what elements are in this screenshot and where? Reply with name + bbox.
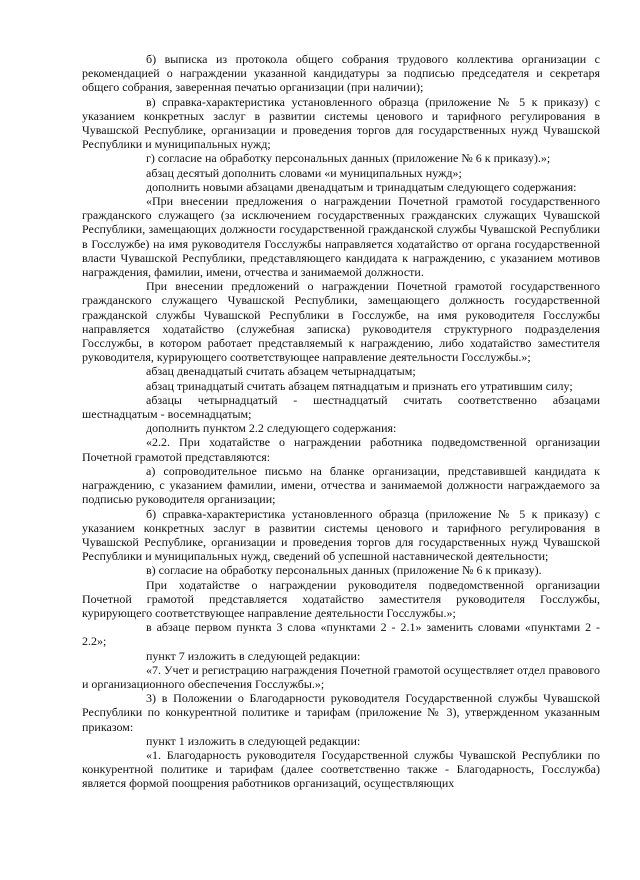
paragraph: При внесении предложений о награждении Почетной грамотой государственного гражданского служащего Чувашской Республики, замещающего должность государственной гражданской службы Чувашской Республики в Госслужбе, на имя руководителя Госслужбы направляется ходатайство (служебная записка) руководителя структурного подразделения Госслужбы, в котором работает представляемый к награждению, либо ходатайство заместителя руководителя, курирующего соответствующее направление деятельности Госслужбы.»;	[82, 279, 600, 365]
paragraph: б) выписка из протокола общего собрания трудового коллектива организации с рекомендацией о награждении указанной кандидатуры за подписью председателя и секретаря общего собрания, заверенная печатью организации (при наличии);	[82, 52, 600, 95]
paragraph: «При внесении предложения о награждении Почетной грамотой государственного гражданского служащего (за исключением государственных гражданских служащих Чувашской Республики, замещающих должности государственной гражданской службы Чувашской Республики в Госслужбе) на имя руководителя Госслужбы направляется ходатайство от органа государственной власти Чувашской Республики, представляющего кандидата к награждению, с указанием мотивов награждения, фамилии, имени, отчества и занимаемой должности.	[82, 194, 600, 280]
paragraph: 3) в Положении о Благодарности руководителя Государственной службы Чувашской Республики по конкурентной политике и тарифам (приложение № 3), утвержденном указанным приказом:	[82, 691, 600, 734]
paragraph: абзац десятый дополнить словами «и муниципальных нужд»;	[146, 165, 462, 180]
paragraph: б) справка-характеристика установленного образца (приложение № 5 к приказу) с указанием конкретных заслуг в развитии системы ценового и тарифного регулирования в Чувашской Республике, организации и проведения торгов для государственных нужд Чувашской Республики и муниципальных нужд, сведений об успешной наставнической деятельности;	[82, 506, 600, 564]
paragraph: дополнить новыми абзацами двенадцатым и тринадцатым следующего содержания:	[146, 179, 577, 194]
paragraph: дополнить пунктом 2.2 следующего содержания:	[146, 421, 397, 436]
paragraph: «2.2. При ходатайстве о награждении работника подведомственной организации Почетной грамотой представляются:	[82, 435, 600, 464]
paragraph: г) согласие на обработку персональных данных (приложение № 6 к приказу).»;	[146, 151, 551, 166]
paragraph: в) согласие на обработку персональных данных (приложение № 6 к приказу).	[146, 563, 542, 578]
paragraph: При ходатайстве о награждении руководителя подведомственной организации Почетной грамотой представляется ходатайство заместителя руководителя Госслужбы, курирующего соответствующее направление деятельности Госслужбы.»;	[82, 577, 600, 620]
paragraph: «1. Благодарность руководителя Государственной службы Чувашской Республики по конкурентной политике и тарифам (далее соответственно также - Благодарность, Госслужба) является формой поощрения работников организаций, осуществляющих	[82, 747, 600, 791]
paragraph: в) справка-характеристика установленного образца (приложение № 5 к приказу) с указанием конкретных заслуг в развитии системы ценового и тарифного регулирования в Чувашской Республике, организации и проведения торгов для государственных нужд Чувашской Республики и муниципальных нужд;	[82, 94, 600, 152]
paragraph: пункт 7 изложить в следующей редакции:	[146, 648, 361, 663]
paragraph: абзац тринадцатый считать абзацем пятнадцатым и признать его утратившим силу;	[146, 378, 573, 393]
document-body	[82, 52, 600, 791]
paragraph: а) сопроводительное письмо на бланке организации, представившей кандидата к награждению, с указанием фамилии, имени, отчества и занимаемой должности награждаемого за подписью руководителя организации;	[82, 463, 600, 507]
paragraph: в абзаце первом пункта 3 слова «пунктами 2 - 2.1» заменить словами «пунктами 2 - 2.2»;	[82, 620, 600, 649]
paragraph: абзацы четырнадцатый - шестнадцатый считать соответственно абзацами шестнадцатым - восемнадцатым;	[82, 392, 600, 422]
paragraph: пункт 1 изложить в следующей редакции:	[146, 733, 361, 748]
paragraph: абзац двенадцатый считать абзацем четырнадцатым;	[146, 364, 416, 379]
paragraph: «7. Учет и регистрацию награждения Почетной грамотой осуществляет отдел правового и организационного обеспечения Госслужбы.»;	[82, 662, 600, 691]
